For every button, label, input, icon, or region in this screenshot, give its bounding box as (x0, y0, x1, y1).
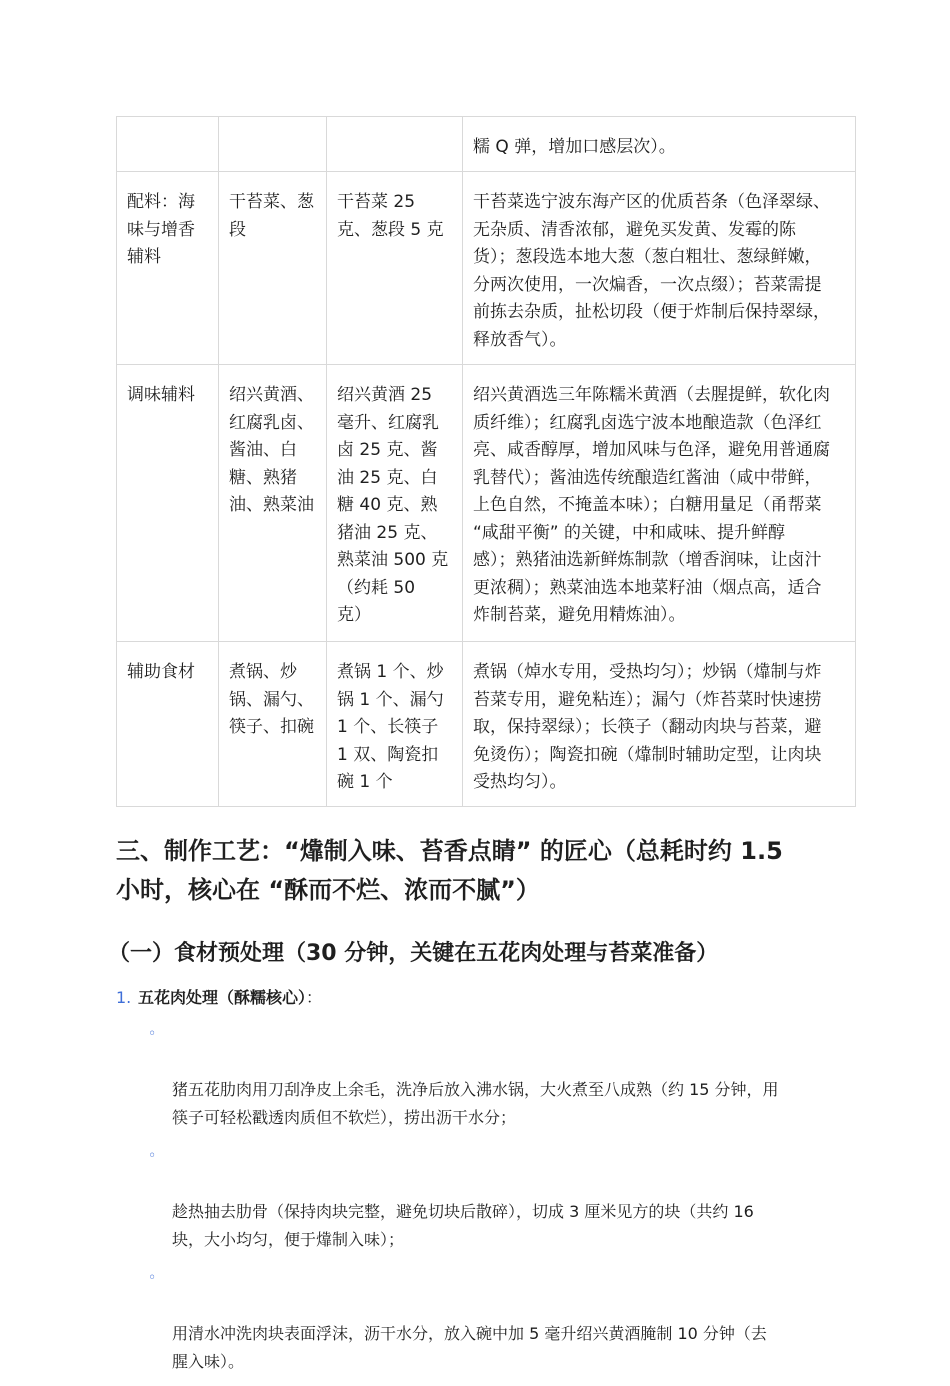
list-item-text: 用清水冲洗肉块表面浮沫，沥干水分，放入碗中加 5 毫升绍兴黄酒腌制 10 分钟（去 腥入味）。 (172, 1324, 767, 1371)
list-item-text: 趁热抽去肋骨（保持肉块完整，避免切块后散碎），切成 3 厘米见方的块（共约 16 块，大小均匀，便于㸆制入味）； (172, 1202, 754, 1249)
table-cell-quantity: 绍兴黄酒 25 毫升、红腐乳 卤 25 克、酱 油 25 克、白 糖 40 克、熟 猪油 25 克、 熟菜油 500 克 （约耗 50 克） (327, 365, 463, 642)
table-cell-notes: 糯 Q 弹，增加口感层次）。 (463, 117, 856, 172)
table-cell-quantity: 煮锅 1 个、炒 锅 1 个、漏勺 1 个、长筷子 1 双、陶瓷扣 碗 1 个 (327, 642, 463, 807)
table-cell-category: 调味辅料 (117, 365, 219, 642)
list-item-title (138, 985, 322, 1011)
table-cell-category (117, 117, 219, 172)
list-item (148, 1142, 848, 1254)
table-cell-ingredients: 干苔菜、葱 段 (219, 172, 327, 365)
list-item (148, 1264, 848, 1376)
table-cell-notes: 干苔菜选宁波东海产区的优质苔条（色泽翠绿、 无杂质、清香浓郁，避免买发黄、发霉的陈 货）；葱段选本地大葱（葱白粗壮、葱绿鲜嫩， 分两次使用，一次煸香，一次点缀）；苔菜需提 前拣去杂质，扯松切段（便于炸制后保持翠绿， 释放香气）。 (463, 172, 856, 365)
table-cell-quantity (327, 117, 463, 172)
list-item-text: 猪五花肋肉用刀刮净皮上余毛，洗净后放入沸水锅，大火煮至八成熟（约 15 分钟，用 筷子可轻松戳透肉质但不软烂），捞出沥干水分； (172, 1080, 779, 1127)
ingredients-table (116, 116, 856, 807)
list-item (148, 1020, 848, 1132)
list-item-colon: ： (306, 988, 323, 1007)
list-item-title-bold: 五花肉处理（酥糯核心） (138, 988, 307, 1007)
section-heading: 三、制作工艺：“㸆制入味、苔香点睛” 的匠心（总耗时约 1.5 小时，核心在 “酥而不烂、浓而不腻”） (116, 837, 783, 904)
table-cell-notes: 煮锅（焯水专用，受热均匀）；炒锅（㸆制与炸 苔菜专用，避免粘连）；漏勺（炸苔菜时快速捞 取，保持翠绿）；长筷子（翻动肉块与苔菜，避 免烫伤）；陶瓷扣碗（㸆制时辅助定型，让肉块 受热均匀）。 (463, 642, 856, 807)
table-cell-category: 辅助食材 (117, 642, 219, 807)
table-cell-ingredients: 绍兴黄酒、 红腐乳卤、 酱油、白 糖、熟猪 油、熟菜油 (219, 365, 327, 642)
table-row (117, 172, 856, 365)
table-row (117, 365, 856, 642)
table-row (117, 642, 856, 807)
list-number: 1. (116, 988, 132, 1007)
table-row (117, 117, 856, 172)
table-cell-notes: 绍兴黄酒选三年陈糯米黄酒（去腥提鲜，软化肉 质纤维）；红腐乳卤选宁波本地酿造款（色泽红 亮、咸香醇厚，增加风味与色泽，避免用普通腐 乳替代）；酱油选传统酿造红酱油（咸中带鲜， 上色自然，不掩盖本味）；白糖用量足（甬帮菜 “咸甜平衡” 的关键，中和咸味、提升鲜醇 感）；熟猪油选新鲜炼制款（增香润味，让卤汁 更浓稠）；熟菜油选本地菜籽油（烟点高，适合 炸制苔菜，避免用精炼油）。 (463, 365, 856, 642)
subsection-heading: （一）食材预处理（30 分钟，关键在五花肉处理与苔菜准备） (108, 941, 719, 966)
table-cell-category: 配料：海 味与增香 辅料 (117, 172, 219, 365)
hollow-circle-bullet-icon: ◦ (148, 1148, 157, 1164)
sub-list (148, 1020, 848, 1386)
table-cell-quantity: 干苔菜 25 克、葱段 5 克 (327, 172, 463, 365)
hollow-circle-bullet-icon: ◦ (148, 1026, 157, 1042)
hollow-circle-bullet-icon: ◦ (148, 1270, 157, 1286)
table-cell-ingredients: 煮锅、炒 锅、漏勺、 筷子、扣碗 (219, 642, 327, 807)
table-cell-ingredients (219, 117, 327, 172)
